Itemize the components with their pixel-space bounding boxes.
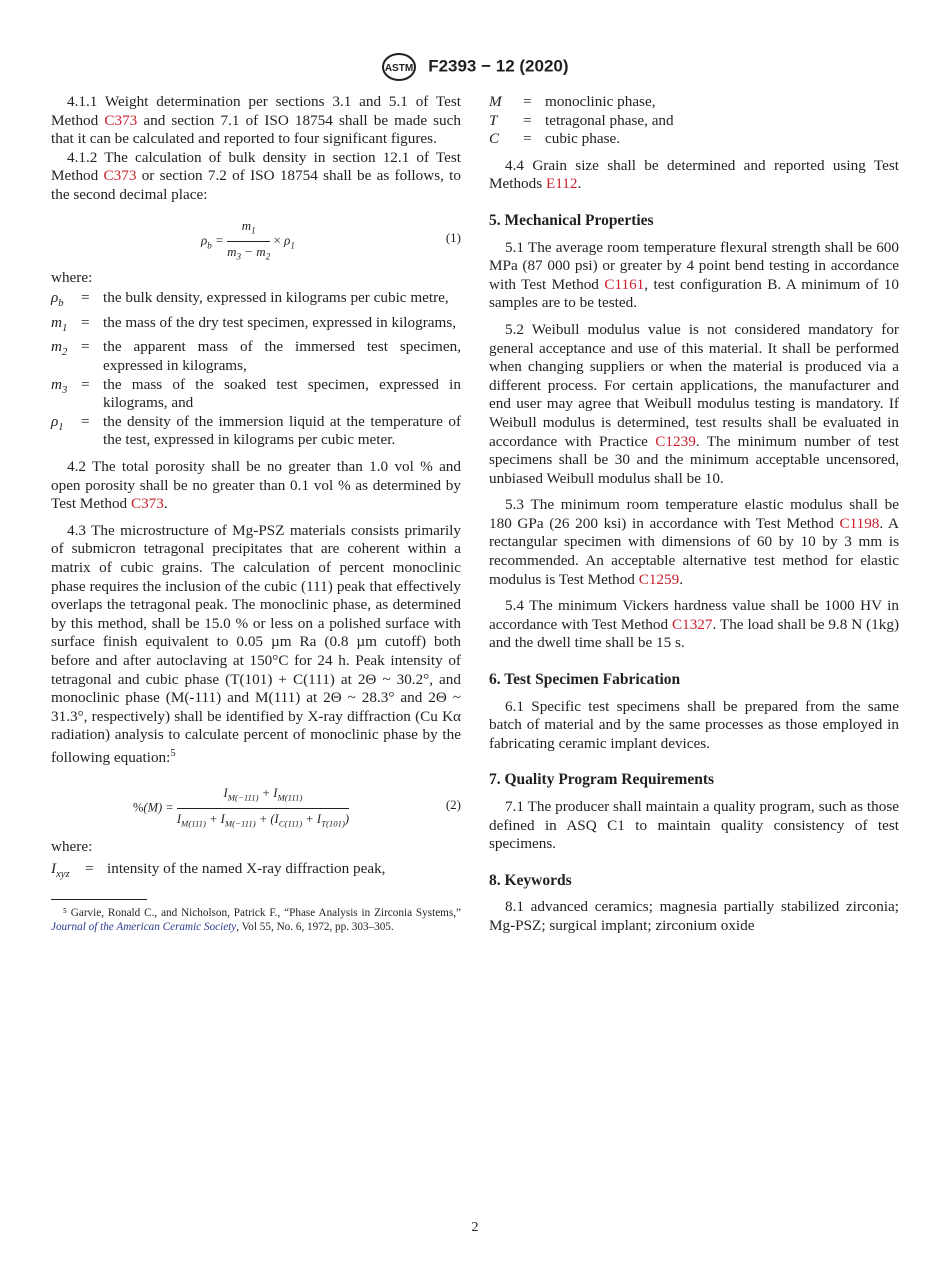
designation: F2393 − 12 (2020) [428, 56, 569, 76]
para-7-1: 7.1 The producer shall maintain a quality program, such as those defined in ASQ C1 to maintain quality consistency of test specimens. [489, 798, 899, 853]
link-c1198[interactable]: C1198 [839, 514, 880, 532]
definition-item: $\rho_b$ = the bulk density, expressed in kilograms per cubic metre, [51, 289, 449, 310]
para-4-3: 4.3 The microstructure of Mg-PSZ materials consists primarily of submicron tetragonal precipitates that are coherent within a matrix of cubic grains. The calculation of percent monoclinic phase requires the inclusion of the cubic (111) peak that effectively overlaps the tetragonal peak. The monoclinic phase, as determined by this method, shall be 15.0 % or less on a polished surface with surface finish equivalent to 0.05 µm Ra (0.8 µm cutoff) both before and after autoclaving at 150°C for 24 h. Peak intensity of tetragonal and cubic phase (T(101) + C(111) at 2Θ ~ 30.2°, and monoclinic phase (M(-111) and M(111) at 2Θ ~ 28.3° and 2Θ ~ 31.3°, respectively) shall be identified by X-ray diffraction (Cu Kα radiation) analysis to calculate percent of monoclinic phase by the following equation:$^5$ [51, 521, 461, 766]
equation-1 [51, 217, 461, 261]
journal-link[interactable]: Journal of the American Ceramic Society [51, 921, 237, 934]
footnote-5: ⁵ Garvie, Ronald C., and Nicholson, Patrick F., “Phase Analysis in Zirconia Systems,” Journal of the American Ceramic Society, Vol 55, No. 6, 1972, pp. 303–305. [51, 906, 461, 934]
para-4-1-1: 4.1.1 Weight determination per sections 3.1 and 5.1 of Test Method C373 and section 7.1 of ISO 18754 shall be made such that it can be calculated and reported to four significant figures. [51, 93, 461, 148]
left-column [51, 93, 461, 935]
footnote-ref[interactable]: 5 [170, 747, 176, 759]
equation-2-formula: %(M) = $\frac{I_{M(-111)} + I_{M(111)}}{I_{M(111)} + I_{M(-111)} + (I_{C(111)} + I_{T(101)})}$ [133, 785, 350, 829]
link-c1161[interactable]: C1161 [604, 275, 645, 293]
link-c1239[interactable]: C1239 [655, 432, 696, 450]
page-number: 2 [471, 1220, 479, 1235]
astm-logo-icon [381, 52, 417, 82]
right-column [489, 93, 899, 936]
para-5-4: 5.4 The minimum Vickers hardness value shall be 1000 HV in accordance with Test Method C1327. The load shall be 9.8 N (1kg) and the dwell time shall be 15 s. [489, 597, 900, 652]
definition-item: $m_3$ = the mass of the soaked test specimen, expressed in kilograms, and [51, 375, 461, 412]
section-heading-8: 8. Keywords [489, 871, 572, 889]
definition-item: $m_1$ = the mass of the dry test specimen, expressed in kilograms, [51, 313, 457, 334]
section-heading-7: 7. Quality Program Requirements [489, 771, 715, 789]
para-8-1: 8.1 advanced ceramics; magnesia partially stabilized zirconia; Mg-PSZ; surgical implant; zirconium oxide [489, 898, 899, 934]
para-5-1: 5.1 The average room temperature flexural strength shall be 600 MPa (87 000 psi) or greater by 4 point bend testing in accordance with Test Method C1161, test configuration B. A minimum of 10 samples are to be tested. [489, 238, 899, 312]
definition-item: $\rho_1$ = the density of the immersion liquid at the temperature of the test, expressed in kilograms per cubic meter. [51, 412, 461, 449]
para-5-2: 5.2 Weibull modulus value is not considered mandatory for general acceptance and use of this material. It shall be performed when changing suppliers or when the material is produced via a different process. For certain applications, the manufacturer and end user may agree that Weibull modulus testing is mandatory. If Weibull modulus is determined, test results shall be evaluated in accordance with Practice C1239. The minimum number of test specimens shall be 30 and the minimum acceptable uncensored, unbiased Weibull modulus shall be 10. [489, 320, 899, 487]
where-label: where: [51, 837, 93, 855]
definition-item: C = cubic phase. [489, 130, 621, 148]
section-heading-5: 5. Mechanical Properties [489, 211, 654, 229]
equation-2 [51, 784, 461, 830]
equation-number: (2) [445, 796, 461, 812]
para-5-3: 5.3 The minimum room temperature elastic modulus shall be 180 GPa (26 200 ksi) in accordance with Test Method C1198. A rectangular specimen with dimensions of 60 by 10 by 3 mm is recommended. An acceptable alternative test method for elastic modulus is Test Method C1259. [489, 496, 899, 588]
definition-item: $I_{xyz}$ = intensity of the named X-ray diffraction peak, [51, 860, 386, 881]
definition-item: M = monoclinic phase, [489, 93, 656, 110]
svg-text:ASTM: ASTM [385, 63, 414, 74]
page-header [0, 52, 950, 82]
equation-number: (1) [445, 229, 461, 245]
para-4-2: 4.2 The total porosity shall be no greater than 1.0 vol % and open porosity shall be no greater than 0.1 vol % as determined by Test Method C373. [51, 457, 461, 513]
definitions-2 [489, 93, 899, 149]
definition-item: T = tetragonal phase, and [489, 111, 674, 129]
para-6-1: 6.1 Specific test specimens shall be prepared from the same batch of material and by the same processes as those employed in fabricating ceramic implant devices. [489, 697, 899, 752]
link-c373[interactable]: C373 [103, 167, 137, 185]
definitions-1 [51, 289, 461, 450]
equation-1-formula: $\rho_b$ = $\frac{m_1}{m_3 - m_2}$ × $\rho_1$ [201, 217, 295, 262]
section-heading-6: 6. Test Specimen Fabrication [489, 671, 681, 689]
link-c1259[interactable]: C1259 [638, 570, 680, 588]
link-e112[interactable]: E112 [545, 175, 578, 193]
link-c1327[interactable]: C1327 [671, 615, 713, 633]
definition-item: $m_2$ = the apparent mass of the immersed test specimen, expressed in kilograms, [51, 338, 461, 374]
footnote-rule [51, 899, 147, 900]
where-label: where: [51, 268, 93, 286]
link-c373[interactable]: C373 [104, 111, 138, 129]
link-c373[interactable]: C373 [130, 495, 164, 513]
para-4-4: 4.4 Grain size shall be determined and reported using Test Methods E112. [489, 156, 899, 193]
para-4-1-2: 4.1.2 The calculation of bulk density in section 12.1 of Test Method C373 or section 7.2 of ISO 18754 shall be as follows, to the second decimal place: [51, 148, 461, 203]
